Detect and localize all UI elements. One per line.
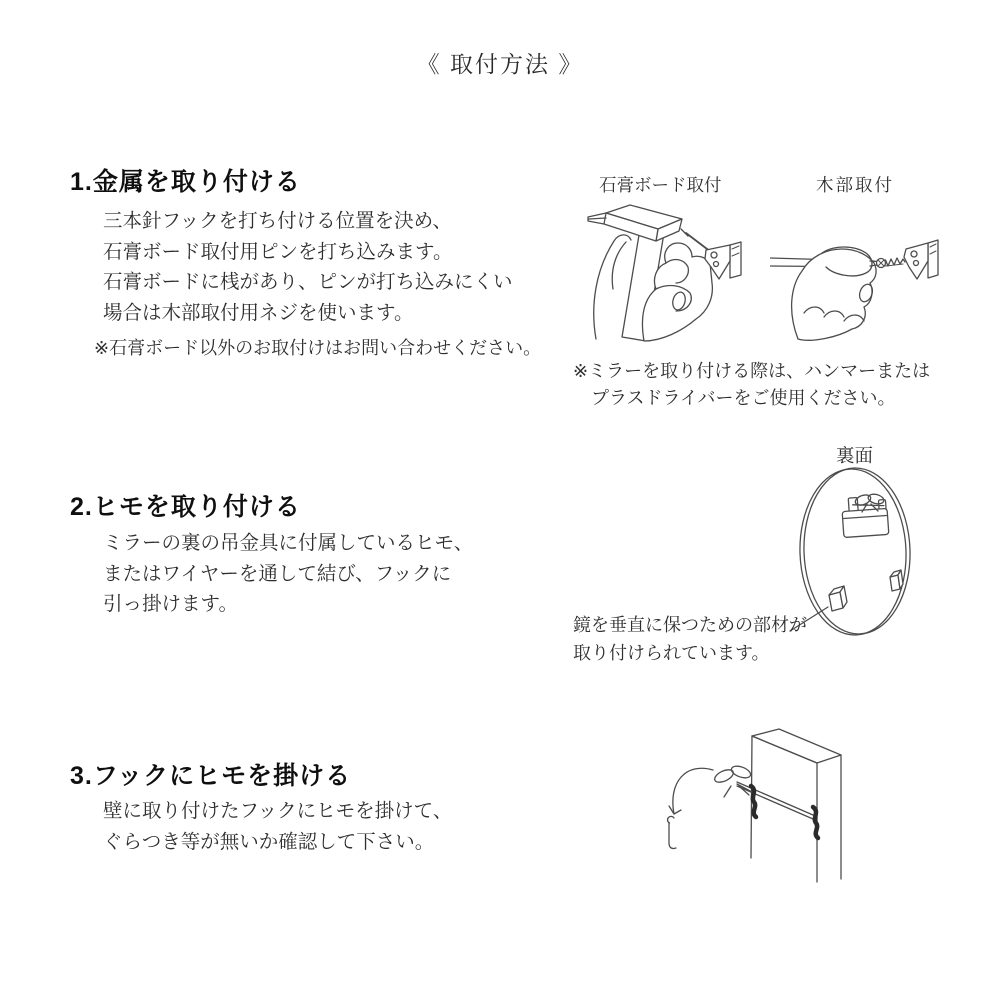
step1-heading: 1.金属を取り付ける xyxy=(70,168,301,196)
hammer-icon xyxy=(588,205,682,241)
step2-body-line: またはワイヤーを通して結び、フックに xyxy=(103,562,452,585)
fist-icon xyxy=(792,247,876,340)
drywall-install-illustration xyxy=(580,193,760,343)
wood-install-label: 木部取付 xyxy=(816,175,894,195)
tool-note-line: プラスドライバーをご使用ください。 xyxy=(591,388,896,408)
step3-body xyxy=(103,796,452,857)
step2-body-line: 引っ掛けます。 xyxy=(103,593,238,615)
mirror-icon xyxy=(797,466,913,637)
string-icon xyxy=(737,782,813,819)
mirror-back-caption-line: 取り付けられています。 xyxy=(573,643,770,663)
drywall-install-label: 石膏ボード取付 xyxy=(599,175,722,195)
mirror-panel-icon xyxy=(751,729,841,882)
hanging-bracket-icon xyxy=(813,807,818,838)
tool-note-line: ※ミラーを取り付ける際は、ハンマーまたは xyxy=(573,361,931,381)
page-title: 《 取付方法 》 xyxy=(416,51,584,77)
wall-hook-icon xyxy=(668,816,676,848)
string-bow-icon xyxy=(713,764,752,797)
wall-hook-icon xyxy=(904,240,938,279)
step1-body-line: 場合は木部取付用ネジを使います。 xyxy=(103,301,414,324)
step1-body-line: 石膏ボード取付用ピンを打ち込みます。 xyxy=(103,240,453,263)
step2-body xyxy=(103,528,473,620)
step3-heading: 3.フックにヒモを掛ける xyxy=(70,762,352,790)
step1-body-line: 三本針フックを打ち付ける位置を決め、 xyxy=(103,210,452,232)
wood-install-illustration xyxy=(770,193,950,343)
step3-body-line: 壁に取り付けたフックにヒモを掛けて、 xyxy=(103,800,453,822)
mirror-back-label: 裏面 xyxy=(836,445,874,466)
step1-note: ※石膏ボード以外のお取付けはお問い合わせください。 xyxy=(94,338,542,358)
arrow-icon xyxy=(669,768,713,814)
hang-on-hook-illustration xyxy=(600,700,900,900)
hanging-bracket-icon xyxy=(751,786,756,817)
step1-body xyxy=(103,206,513,328)
screw-icon xyxy=(877,258,906,268)
step2-body-line: ミラーの裏の吊金具に付属しているヒモ、 xyxy=(103,532,474,554)
step3-body-line: ぐらつき等が無いか確認して下さい。 xyxy=(103,830,435,853)
step2-heading: 2.ヒモを取り付ける xyxy=(70,493,301,521)
mirror-back-caption-line: 鏡を垂直に保つための部材が xyxy=(573,615,807,635)
step1-body-line: 石膏ボードに桟があり、ピンが打ち込みにくい xyxy=(103,271,513,293)
